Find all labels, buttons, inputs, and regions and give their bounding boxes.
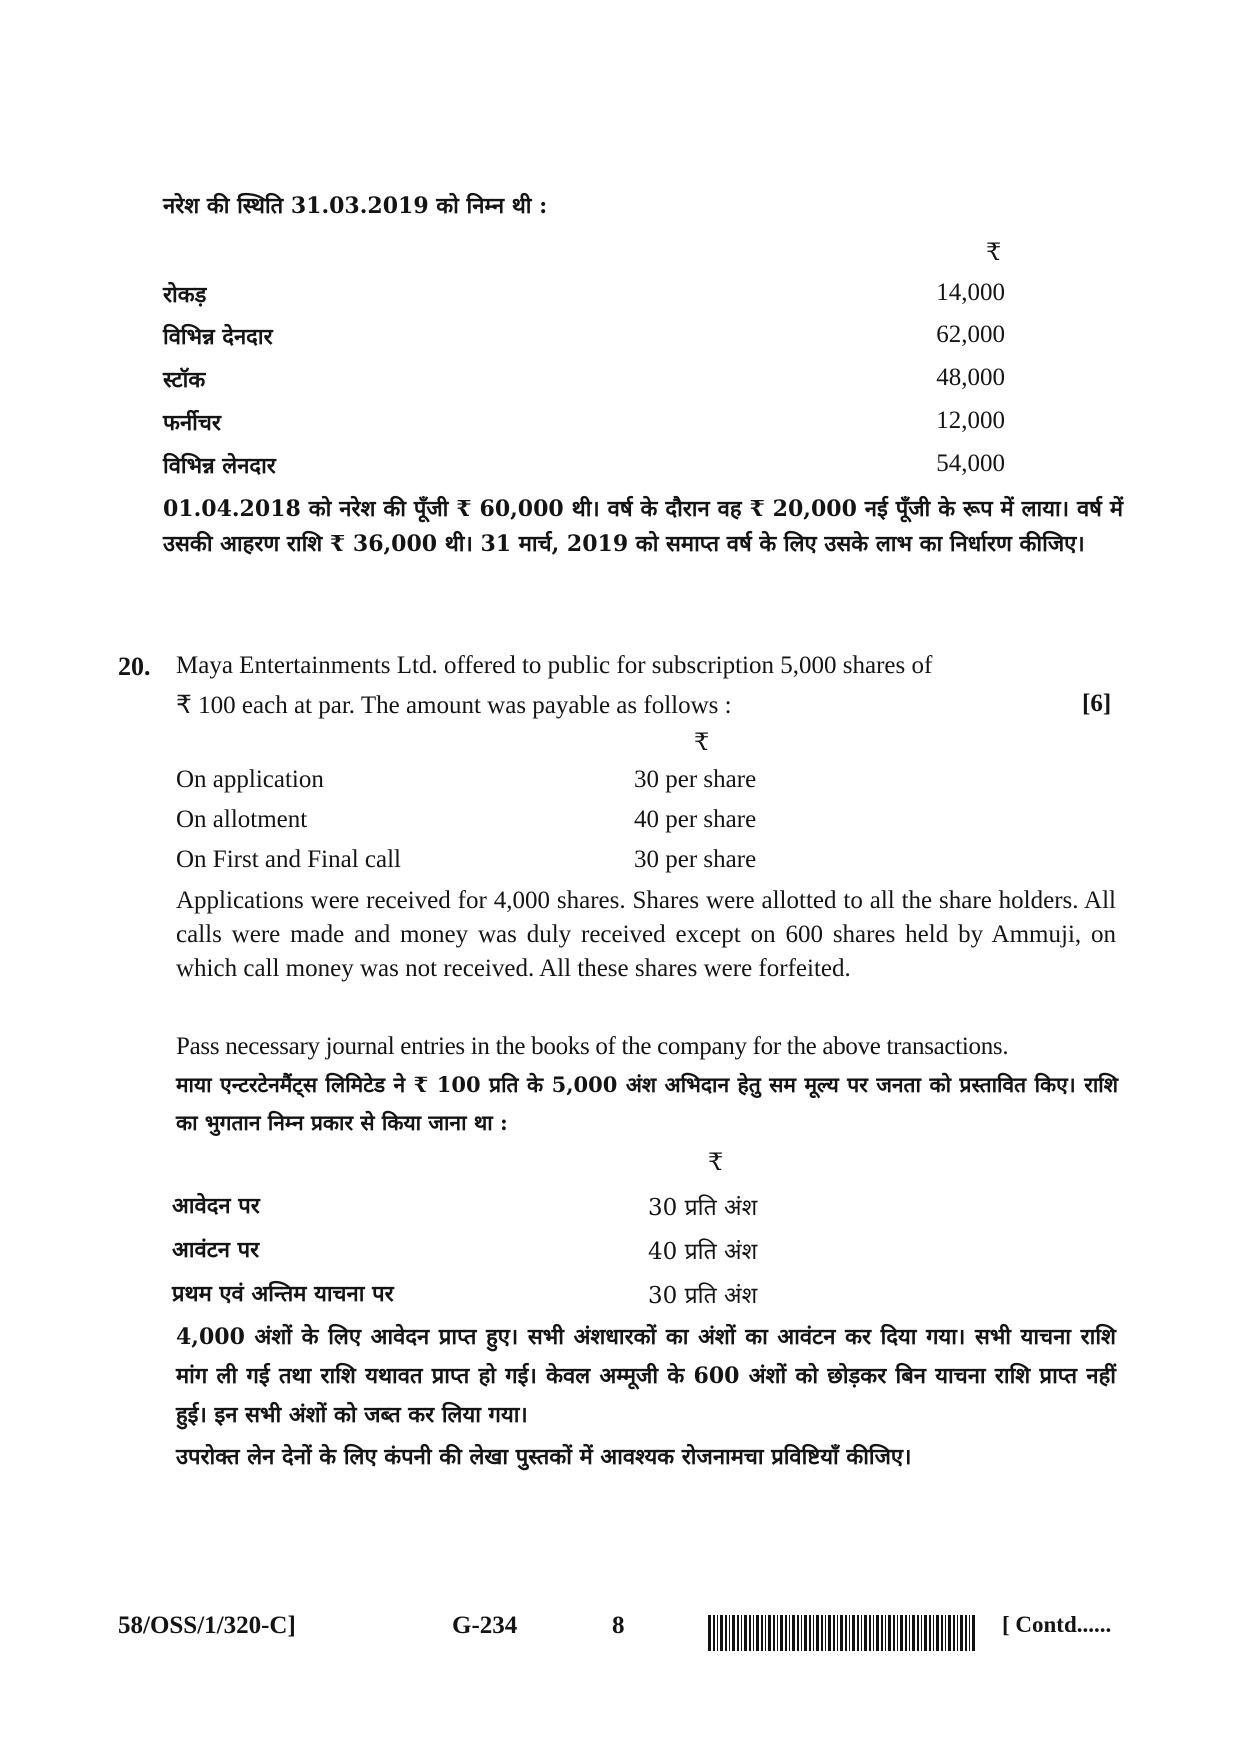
applications-paragraph-hi: 4,000 अंशों के लिए आवेदन प्राप्त हुए। सभी अंशधारकों का अंशों का आवंटन कर दिया गया। सभी याचना राशि मांग ली गई तथा राशि यथावत प्राप्त हो गई। केवल अम्मूजी के 600 अंशों को छोड़कर बिन याचना राशि प्राप्त नहीं हुई। इन सभी अंशों को जब्त कर लिया गया।: [176, 1324, 1116, 1428]
schedule-label-hi: आवंटन पर: [172, 1237, 260, 1263]
rupee-header: ₹: [986, 238, 1002, 266]
series-code: G-234: [452, 1612, 518, 1639]
schedule-amount: 30 per share: [634, 846, 757, 873]
balance-row: [163, 279, 1005, 313]
balance-row: [163, 450, 1005, 484]
balance-row: [163, 321, 1005, 355]
balance-value: 54,000: [936, 450, 1005, 477]
schedule-amount: 40 per share: [634, 806, 757, 833]
schedule-label: On application: [176, 766, 324, 793]
schedule-label: On First and Final call: [176, 846, 401, 873]
marks-label: [6]: [1082, 690, 1112, 717]
balance-value: 14,000: [936, 279, 1005, 306]
rupee-header: ₹: [708, 1148, 724, 1176]
question-intro-hi: माया एन्टरटेनमैंट्स लिमिटेड ने ₹ 100 प्रति के 5,000 अंश अभिदान हेतु सम मूल्य पर जनता को प्रस्तावित किए। राशि का भुगतान निम्न प्रकार से किया जाना था :: [176, 1072, 1118, 1135]
balance-label: रोकड़: [163, 282, 207, 308]
capital-paragraph-hi: 01.04.2018 को नरेश की पूँजी ₹ 60,000 थी। वर्ष के दौरान वह ₹ 20,000 नई पूँजी के रूप में लाया। वर्ष में उसकी आहरण राशि ₹ 36,000 थी। 31 मार्च, 2019 को समाप्त वर्ष के लिए उसके लाभ का निर्धारण कीजिए।: [163, 496, 1123, 557]
page-number: 8: [612, 1612, 625, 1639]
schedule-amount: 30 per share: [634, 766, 757, 793]
schedule-amount-hi: 30 प्रति अंश: [648, 1195, 758, 1221]
instruction-paragraph-en: Pass necessary journal entries in the books of the company for the above transactions.: [176, 1033, 1009, 1060]
balance-label: फर्नीचर: [163, 410, 221, 436]
balance-value: 48,000: [936, 364, 1005, 391]
balance-label: स्टॉक: [163, 367, 206, 393]
balance-value: 62,000: [936, 321, 1005, 348]
balance-value: 12,000: [936, 407, 1005, 434]
schedule-label: On allotment: [176, 806, 308, 833]
applications-paragraph-en: Applications were received for 4,000 shares. Shares were allotted to all the share holders. All calls were made and money was duly received except on 600 shares held by Ammuji, on which call money was not received. All these shares were forfeited.: [176, 887, 1116, 982]
balance-intro-hi: नरेश की स्थिति 31.03.2019 को निम्न थी :: [163, 193, 548, 219]
question-number: 20.: [118, 652, 151, 681]
balance-label: विभिन्न देनदार: [163, 324, 273, 350]
schedule-label-hi: प्रथम एवं अन्तिम याचना पर: [172, 1281, 394, 1307]
question-line-1: Maya Entertainments Ltd. offered to public for subscription 5,000 shares of: [176, 652, 933, 679]
question-line-2: ₹ 100 each at par. The amount was payable as follows :: [176, 692, 732, 719]
balance-row: [163, 407, 1005, 441]
balance-label: विभिन्न लेनदार: [163, 453, 276, 479]
paper-code: 58/OSS/1/320-C]: [118, 1612, 296, 1639]
rupee-header: ₹: [694, 728, 710, 756]
balance-row: [163, 364, 1005, 398]
schedule-amount-hi: 40 प्रति अंश: [648, 1239, 758, 1265]
instruction-paragraph-hi: उपरोक्त लेन देनों के लिए कंपनी की लेखा पुस्तकों में आवश्यक रोजनामचा प्रविष्टियाँ कीजिए।: [176, 1444, 912, 1470]
continued-label: [ Contd......: [1002, 1612, 1112, 1637]
schedule-amount-hi: 30 प्रति अंश: [648, 1283, 758, 1309]
barcode-image: [708, 1615, 978, 1651]
schedule-label-hi: आवेदन पर: [172, 1193, 260, 1219]
